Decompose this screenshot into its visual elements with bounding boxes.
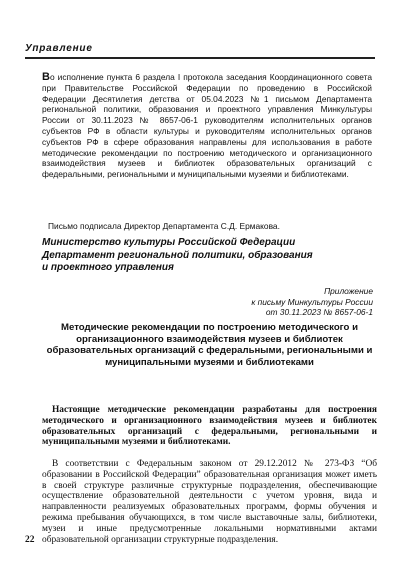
body-paragraph: В соответствии с Федеральным законом от 29.12.2012 № 273-ФЗ “Об образовании в Российской Федерации” образовательная организация может иметь в своей структуре различные структурные подразделения, обеспечивающие осуществление образовательной деятельности с учетом уровня, вида и направленности реализуемых образовательных программ, формы обучения и режима пребывания обучающихся, в том числе выставочные залы, библиотеки, музеи и иные предусмотренные локальными нормативными актами образовательной организации структурные подразделения. [42, 459, 377, 545]
signature-line: Письмо подписала Директор Департамента С.Д. Ермакова. [48, 221, 280, 231]
intro-paragraph [42, 72, 372, 180]
appendix-line-2: к письму Минкультуры России [251, 296, 373, 307]
ministry-heading [42, 237, 377, 275]
ministry-line-2: Департамент региональной политики, образования [42, 249, 313, 261]
section-header: Управление [25, 43, 93, 54]
recommendations-title: Методические рекомендации по построению методического и организационного взаимодействия музеев и библиотек образовательных организаций с федеральными, региональными и муниципальными музеями и библиотеками [46, 322, 373, 368]
appendix-line-1: Приложение [324, 286, 373, 296]
intro-dropcap: В [42, 71, 50, 83]
appendix-line-3: от 30.11.2023 № 8657-06-1 [265, 307, 373, 317]
appendix-note [173, 286, 373, 318]
ministry-line-3: и проектного управления [42, 262, 174, 273]
page-number: 22 [25, 535, 35, 545]
header-divider [25, 57, 375, 59]
intro-text: о исполнение пункта 6 раздела I протокола заседания Координационного совета при Правительстве Российской Федерации по проведению в Российской Федерации Десятилетия детства от 05.04.2023 №1 письмом Департамента региональной политики, образования и проектного управления Минкультуры России от 30.11.2023 № 8657-06-1 руководителям исполнительных органов субъектов РФ в области культуры и руководителям исполнительных органов субъектов РФ в сфере образования направлены для использования в работе методические рекомендации по построению методического и организационного взаимодействия музеев и библиотек образовательных организаций с федеральными, региональными и муниципальными музеями и библиотеками. [42, 72, 372, 180]
bold-paragraph: Настоящие методические рекомендации разработаны для построения методического и организационного взаимодействия музеев и библиотек образовательных организаций с федеральными, региональными и муниципальными музеями и библиотеками. [42, 405, 377, 448]
ministry-line-1: Министерство культуры Российской Федерации [42, 237, 296, 248]
